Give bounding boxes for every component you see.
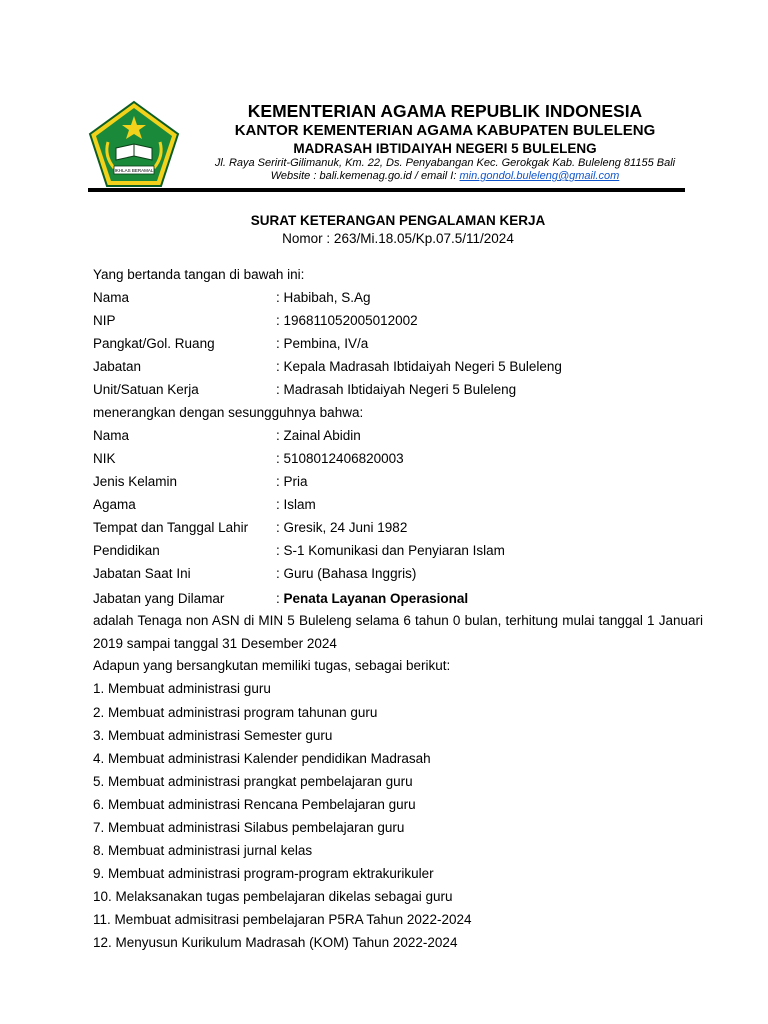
- duty-item: 6. Membuat administrasi Rencana Pembelajaran guru: [93, 797, 416, 812]
- duty-item: 1. Membuat administrasi guru: [93, 681, 271, 696]
- experience-paragraph: adalah Tenaga non ASN di MIN 5 Buleleng selama 6 tahun 0 bulan, terhitung mulai tanggal 1 Januari 2019 sampai tanggal 31 Desember 2024: [93, 613, 703, 651]
- duties-intro: Adapun yang bersangkutan memiliki tugas, sebagai berikut:: [93, 658, 451, 673]
- duty-item: 3. Membuat administrasi Semester guru: [93, 728, 333, 743]
- subject-value: : Pria: [276, 474, 308, 489]
- letterhead-divider: [88, 188, 685, 192]
- kemenag-logo: [88, 100, 180, 188]
- subject-value: : Zainal Abidin: [276, 428, 361, 443]
- school-contact: [190, 170, 700, 183]
- duty-item: 12. Menyusun Kurikulum Madrasah (KOM) Tahun 2022-2024: [93, 935, 458, 950]
- duty-item: 4. Membuat administrasi Kalender pendidikan Madrasah: [93, 751, 431, 766]
- office-name: KANTOR KEMENTERIAN AGAMA KABUPATEN BULELENG: [234, 122, 656, 139]
- school-address: Jl. Raya Seririt-Gilimanuk, Km. 22, Ds. Penyabangan Kec. Gerokgak Kab. Buleleng 81155 Bali: [214, 157, 676, 169]
- letter-heading: SURAT KETERANGAN PENGALAMAN KERJA: [250, 213, 546, 228]
- statement-text: menerangkan dengan sesungguhnya bahwa:: [93, 405, 364, 420]
- duty-item: 10. Melaksanakan tugas pembelajaran dikelas sebagai guru: [93, 889, 453, 904]
- applied-colon: :: [276, 591, 284, 606]
- letterhead: [190, 100, 700, 183]
- subject-label: Jabatan Saat Ini: [93, 566, 191, 581]
- subject-label: Tempat dan Tanggal Lahir: [93, 520, 249, 535]
- contact-prefix: Website : bali.kemenag.go.id / email I:: [270, 170, 460, 182]
- applied-position-value: [276, 590, 468, 608]
- duty-item: 2. Membuat administrasi program tahunan guru: [93, 705, 378, 720]
- duty-item: 7. Membuat administrasi Silabus pembelajaran guru: [93, 820, 405, 835]
- signer-label: NIP: [93, 313, 116, 328]
- applied-position-label: Jabatan yang Dilamar: [93, 591, 225, 606]
- subject-value: : Islam: [276, 497, 316, 512]
- subject-value: : 5108012406820003: [276, 451, 404, 466]
- subject-label: Agama: [93, 497, 136, 512]
- letter-number: Nomor : 263/Mi.18.05/Kp.07.5/11/2024: [282, 231, 514, 246]
- subject-value: : Guru (Bahasa Inggris): [276, 566, 417, 581]
- subject-label: Pendidikan: [93, 543, 160, 558]
- signer-value: : Kepala Madrasah Ibtidaiyah Negeri 5 Buleleng: [276, 359, 562, 374]
- signer-label: Jabatan: [93, 359, 142, 374]
- signer-label: Nama: [93, 290, 130, 305]
- duty-item: 8. Membuat administrasi jurnal kelas: [93, 843, 313, 858]
- duty-item: 5. Membuat administrasi prangkat pembelajaran guru: [93, 774, 413, 789]
- signer-value: : 196811052005012002: [276, 313, 418, 328]
- subject-value: : S-1 Komunikasi dan Penyiaran Islam: [276, 543, 505, 558]
- subject-label: Nama: [93, 428, 130, 443]
- signer-value: : Pembina, IV/a: [276, 336, 369, 351]
- subject-value: : Gresik, 24 Juni 1982: [276, 520, 408, 535]
- school-name: MADRASAH IBTIDAIYAH NEGERI 5 BULELENG: [293, 141, 597, 156]
- duty-item: 9. Membuat administrasi program-program ektrakurikuler: [93, 866, 434, 881]
- applied-position-name: Penata Layanan Operasional: [283, 591, 469, 606]
- signer-label: Pangkat/Gol. Ruang: [93, 336, 215, 351]
- ministry-name: KEMENTERIAN AGAMA REPUBLIK INDONESIA: [247, 101, 643, 121]
- duty-item: 11. Membuat admisitrasi pembelajaran P5RA Tahun 2022-2024: [93, 912, 472, 927]
- subject-label: NIK: [93, 451, 116, 466]
- signer-value: : Habibah, S.Ag: [276, 290, 371, 305]
- letter-title: [88, 212, 708, 248]
- email-link[interactable]: min.gondol.buleleng@gmail.com: [459, 170, 620, 182]
- logo-banner-text: IKHLAS BERAMAL: [114, 168, 154, 173]
- intro-text: Yang bertanda tangan di bawah ini:: [93, 267, 305, 282]
- subject-label: Jenis Kelamin: [93, 474, 178, 489]
- signer-label: Unit/Satuan Kerja: [93, 382, 199, 397]
- signer-value: : Madrasah Ibtidaiyah Negeri 5 Buleleng: [276, 382, 517, 397]
